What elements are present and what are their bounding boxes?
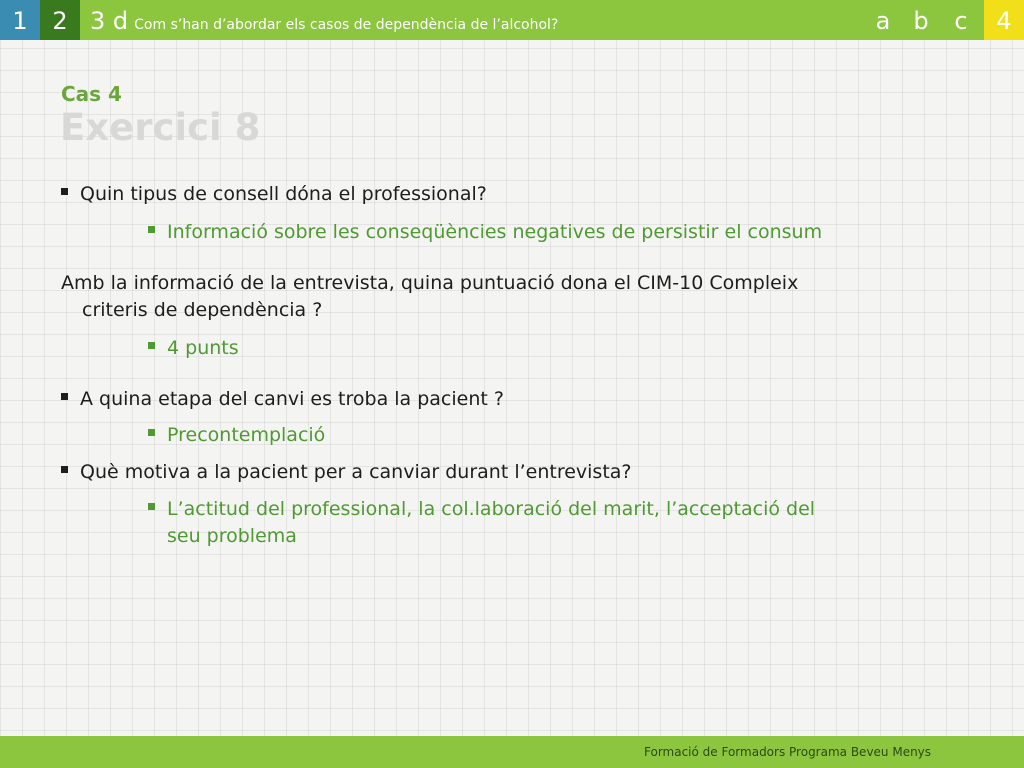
footer-text: Formació de Formadors Programa Beveu Menys: [644, 745, 932, 759]
square-bullet-icon: [148, 503, 155, 510]
question-4: [61, 461, 632, 483]
answer-4-line-2: seu problema: [167, 525, 297, 547]
square-bullet-icon: [61, 466, 68, 473]
section-number: 3 d: [90, 7, 129, 35]
tab-subsection-c[interactable]: c: [954, 7, 968, 35]
answer-1-text: Informació sobre les conseqüències negatives de persistir el consum: [167, 221, 823, 243]
square-bullet-icon: [148, 226, 155, 233]
answer-3: [148, 424, 325, 446]
square-bullet-icon: [148, 429, 155, 436]
answer-3-text: Precontemplació: [167, 424, 326, 446]
answer-2-text: 4 punts: [167, 337, 239, 359]
answer-4-text: L’actitud del professional, la col.laboració del marit, l’acceptació del: [167, 498, 816, 520]
top-navigation-bar: [0, 0, 1024, 40]
square-bullet-icon: [61, 188, 68, 195]
exercise-title: Exercici 8: [60, 106, 261, 149]
tab-subsection-a[interactable]: a: [875, 7, 891, 35]
question-3: [61, 388, 504, 410]
answer-1: [148, 221, 822, 243]
question-4-text: Què motiva a la pacient per a canviar durant l’entrevista?: [80, 461, 632, 483]
tab-section-3d[interactable]: [90, 0, 810, 40]
question-3-text: A quina etapa del canvi es troba la pacient ?: [80, 388, 504, 410]
footer-bar: [0, 736, 1024, 768]
question-2-line-1: Amb la informació de la entrevista, quina puntuació dona el CIM-10 Compleix: [61, 272, 799, 294]
square-bullet-icon: [61, 393, 68, 400]
case-label: Cas 4: [61, 82, 122, 106]
answer-2: [148, 337, 239, 359]
tab-section-4[interactable]: 4: [984, 0, 1024, 40]
section-title: Com s’han d’abordar els casos de dependència de l’alcohol?: [134, 17, 559, 33]
square-bullet-icon: [148, 342, 155, 349]
question-1-text: Quin tipus de consell dóna el professional?: [80, 183, 487, 205]
question-2-line-2: criteris de dependència ?: [82, 299, 323, 321]
tab-section-1[interactable]: 1: [0, 0, 40, 40]
tab-subsection-b[interactable]: b: [913, 7, 929, 35]
answer-4-line-1: [148, 498, 815, 520]
question-1: [61, 183, 487, 205]
tab-section-2[interactable]: 2: [40, 0, 80, 40]
